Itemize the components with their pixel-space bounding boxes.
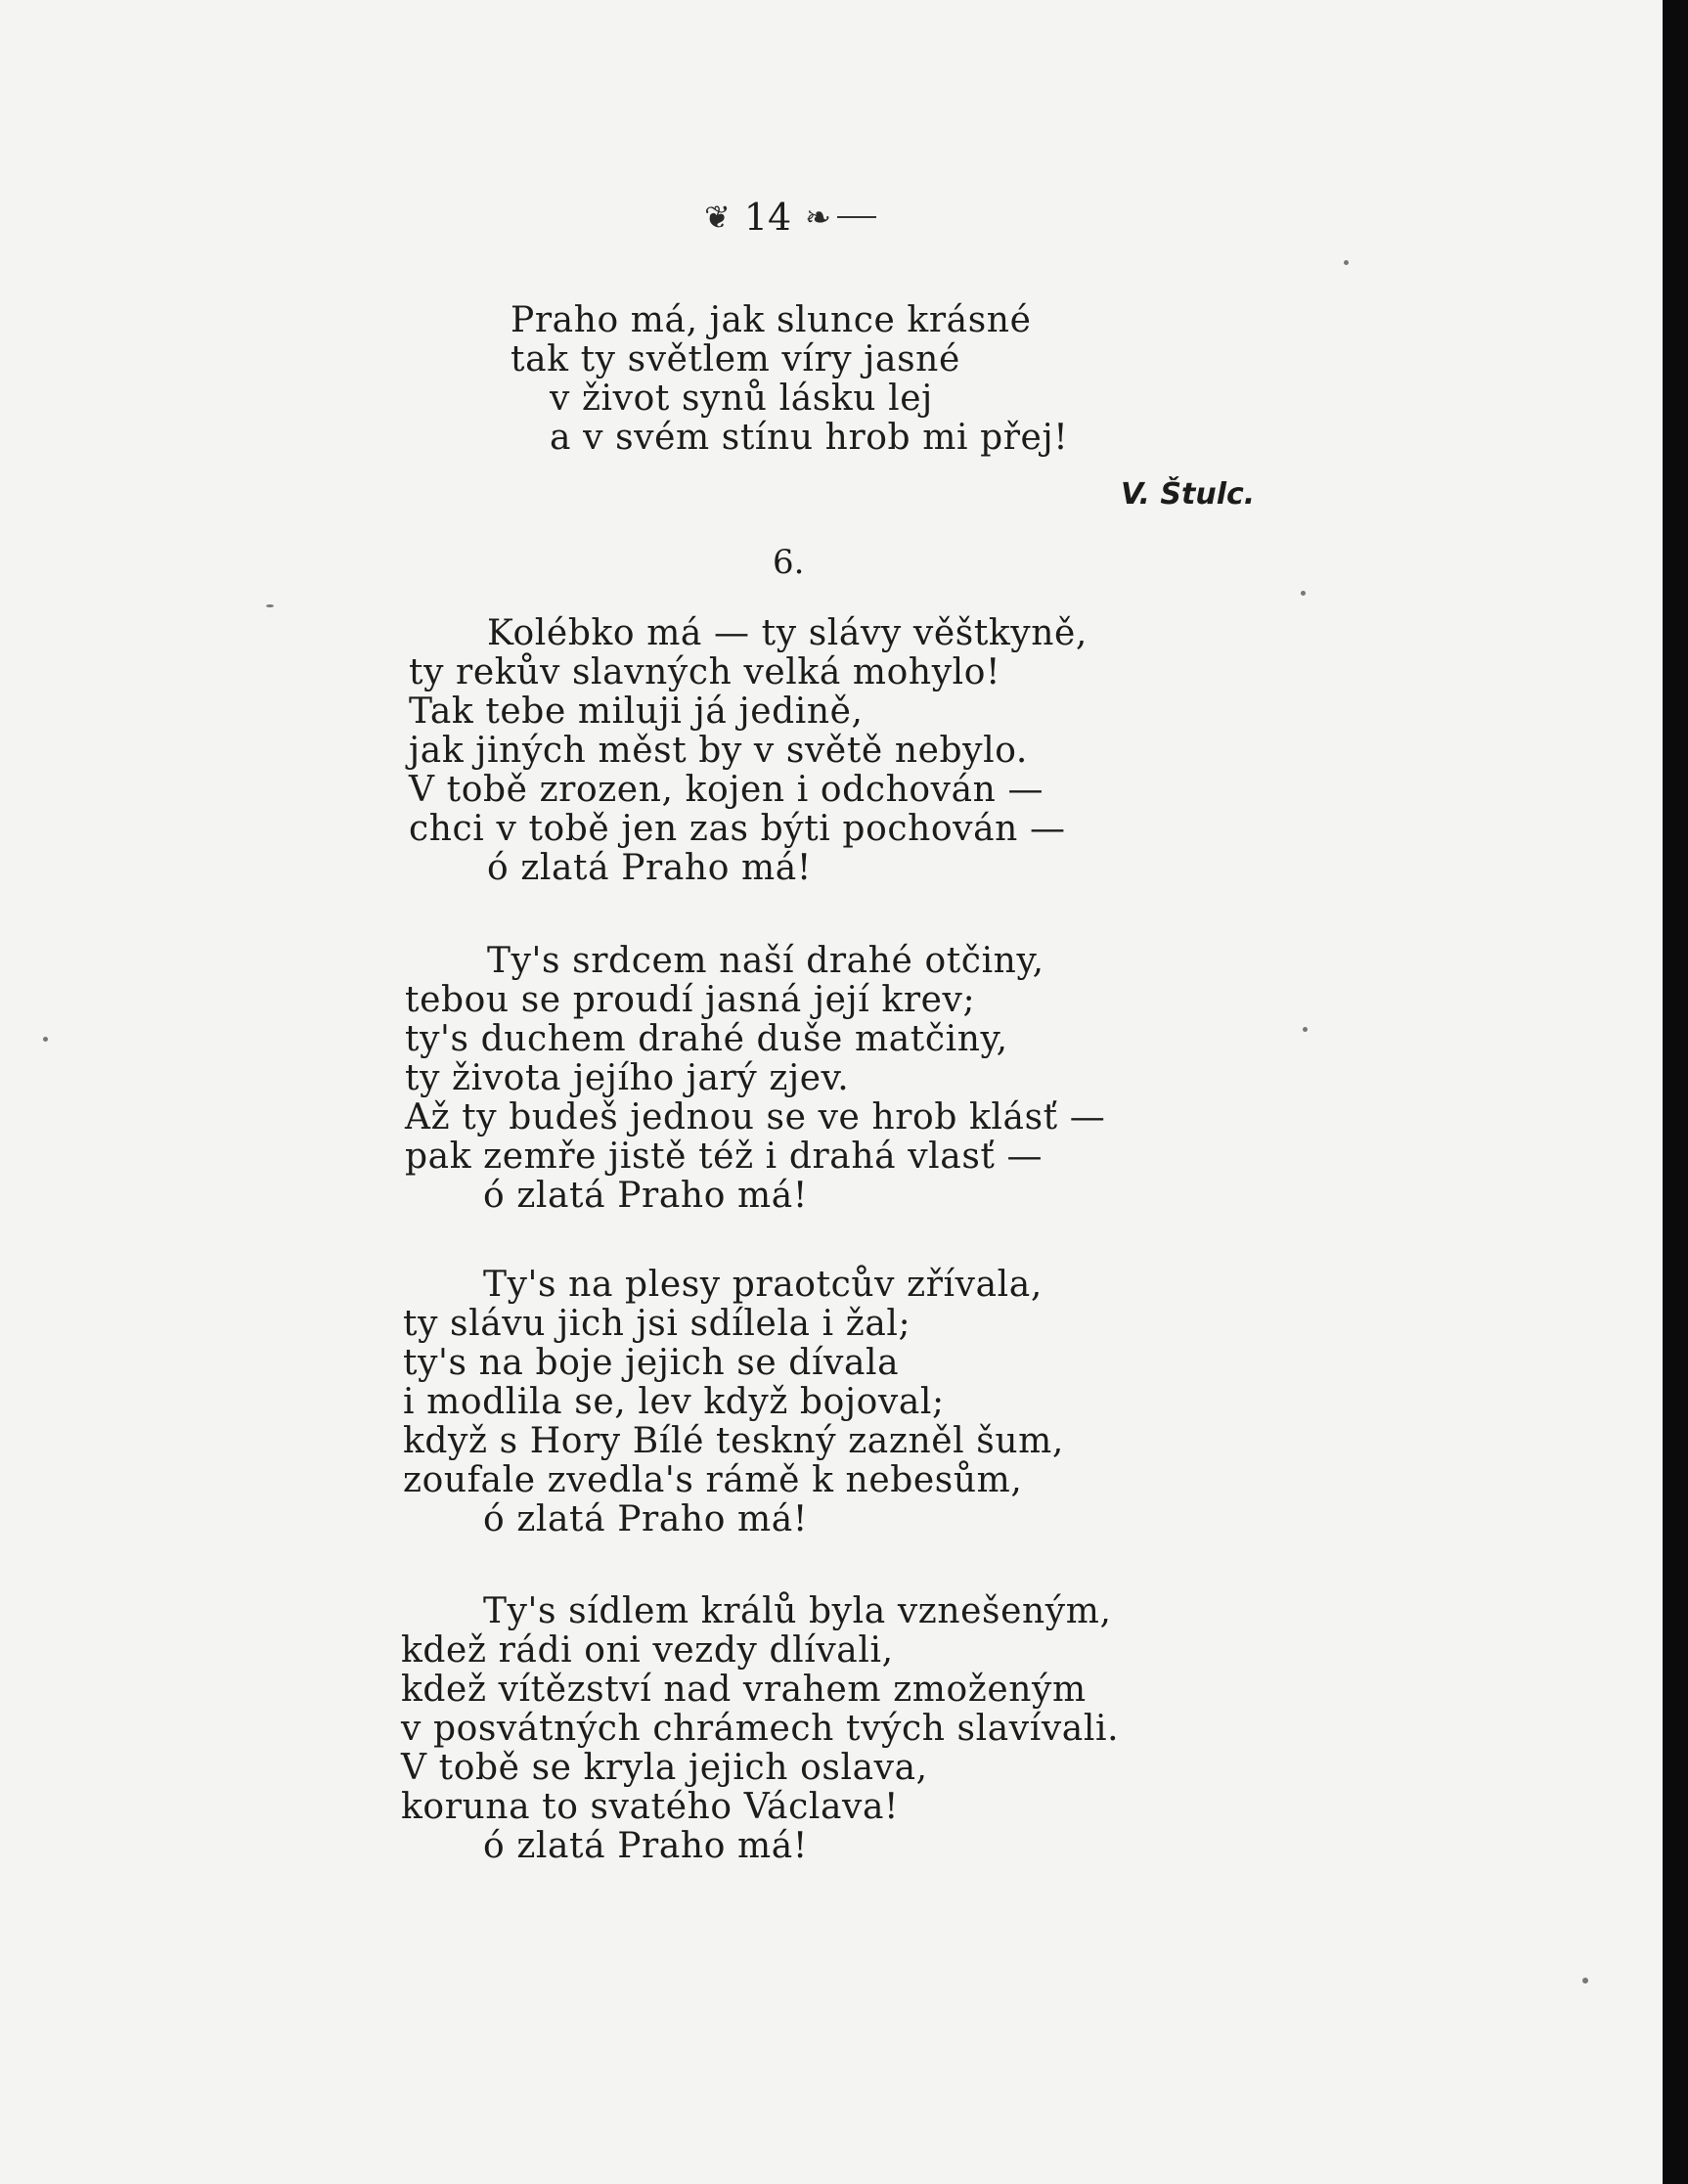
verse-line: Až ty budeš jednou se ve hrob klásť — [405, 1097, 1106, 1137]
verse-line: když s Hory Bílé teskný zazněl šum, [403, 1421, 1064, 1461]
author-signature: V. Štulc. [1121, 477, 1256, 512]
verse-line: tak ty světlem víry jasné [511, 339, 960, 379]
scan-speck [1301, 591, 1306, 596]
verse-line: ty rekův slavných velká mohylo! [409, 652, 1001, 692]
header-rule [837, 216, 876, 218]
verse-line: koruna to svatého Václava! [401, 1787, 900, 1827]
verse-line: pak zemře jistě též i drahá vlasť — [405, 1137, 1044, 1177]
scan-speck [1303, 1027, 1308, 1032]
verse-line: Praho má, jak slunce krásné [511, 300, 1032, 340]
scan-speck [266, 604, 274, 607]
page-header [704, 196, 876, 239]
page-number: 14 [743, 196, 792, 239]
verse-line: jak jiných měst by v světě nebylo. [409, 731, 1028, 771]
verse-line: ty života jejího jarý zjev. [405, 1058, 850, 1098]
verse-line: Tak tebe miluji já jedině, [409, 691, 864, 732]
verse-refrain: ó zlatá Praho má! [483, 1826, 808, 1866]
verse-line: chci v tobě jen zas býti pochován — [409, 809, 1066, 849]
verse-line: kdež rádi oni vezdy dlívali, [401, 1630, 894, 1671]
verse-refrain: ó zlatá Praho má! [483, 1499, 808, 1539]
right-ornament-icon: ❧ [805, 199, 831, 236]
verse-line: ty slávu jich jsi sdílela i žal; [403, 1304, 911, 1344]
poem-number: 6. [773, 543, 805, 582]
verse-line: tebou se proudí jasná její krev; [405, 980, 976, 1020]
left-ornament-icon: ❦ [704, 199, 731, 236]
verse-line: ty's na boje jejich se dívala [403, 1343, 900, 1383]
verse-line: Kolébko má — ty slávy věštkyně, [487, 613, 1088, 653]
verse-line: Ty's sídlem králů byla vznešeným, [483, 1591, 1112, 1631]
verse-line: i modlila se, lev když bojoval; [403, 1382, 945, 1422]
verse-line: V tobě zrozen, kojen i odchován — [409, 770, 1044, 810]
scan-speck [1582, 1978, 1588, 1983]
verse-line: a v svém stínu hrob mi přej! [550, 418, 1069, 458]
verse-refrain: ó zlatá Praho má! [483, 1176, 808, 1216]
verse-line: v život synů lásku lej [550, 379, 933, 419]
verse-refrain: ó zlatá Praho má! [487, 848, 812, 888]
verse-line: v posvátných chrámech tvých slavívali. [401, 1709, 1120, 1749]
verse-line: kdež vítězství nad vrahem zmoženým [401, 1670, 1087, 1710]
page-edge-shadow [1663, 0, 1688, 2184]
scan-speck [1344, 260, 1349, 265]
scan-speck [43, 1037, 48, 1042]
verse-line: ty's duchem drahé duše matčiny, [405, 1019, 1008, 1059]
verse-line: Ty's srdcem naší drahé otčiny, [487, 941, 1044, 981]
verse-line: V tobě se kryla jejich oslava, [401, 1748, 928, 1788]
verse-line: Ty's na plesy praotcův zřívala, [483, 1265, 1043, 1305]
verse-line: zoufale zvedla's rámě k nebesům, [403, 1460, 1023, 1500]
